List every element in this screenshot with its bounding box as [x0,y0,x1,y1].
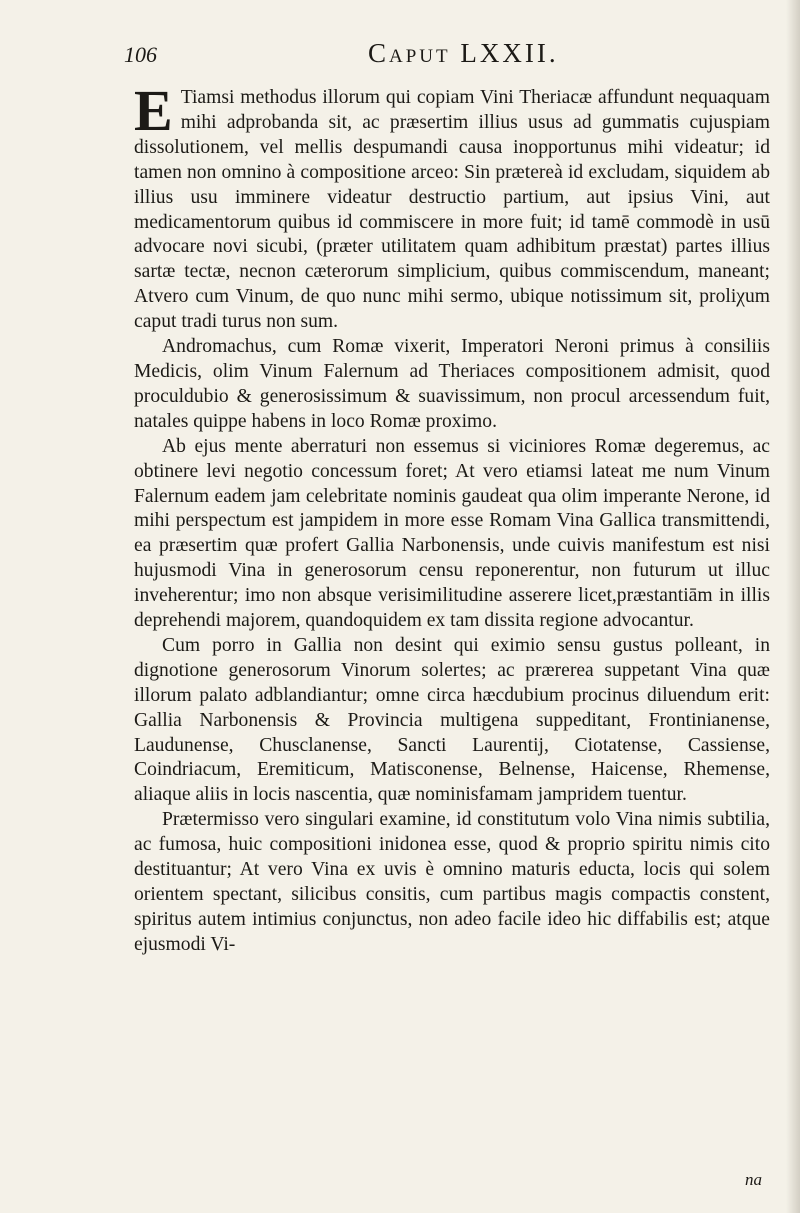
paragraph-5: Prætermisso vero singulari examine, id constitutum volo Vina nimis subtilia, ac fumosa, huic compositioni inidonea esse, quod & proprio spiritu nimis cito destituantur; At vero Vina ex uvis è omnino maturis educta, locis qui solem orientem spectant, silicibus consitis, cum partibus magis compactis constent, spiritus autem intimius conjunctus, non adeo facile ideo hic diffabilis est; atque ejusmodi Vi- [134,809,770,955]
page-edge-shadow [786,0,800,1213]
drop-cap-initial: E [134,78,173,143]
catchword: na [745,1170,762,1189]
paragraph-2: Andromachus, cum Romæ vixerit, Imperatori Neroni primus à consiliis Medicis, olim Vinum Falernum ad Theriaces compositionem admisit, quod proculdubio & generosissimum & suavissimum, non procul arcessendum fuit, natales quippe habens in loco Romæ proximo. [134,336,770,432]
paragraph-1 [134,78,770,335]
paragraph-4: Cum porro in Gallia non desint qui eximio sensu gustus polleant, in dignotione generosorum Vinorum solertes; ac prærerea suppetant Vina quæ illorum palato adblandiantur; omne circa hæcdubium procinus diluendum erit: Gallia Narbonensis & Provincia multigena suppeditant, Frontinianense, Laudunense, Chusclanense, Sancti Laurentij, Ciotatense, Cassiense, Coindriacum, Eremiticum, Matisconense, Belnense, Haicense, Rhemense, aliaque aliis in locis nascentia, quæ nominisfamam jampridem tuentur. [134,634,770,806]
body-text [134,78,770,958]
page-number: 106 [124,42,157,67]
paragraph-3: Ab ejus mente aberraturi non essemus si viciniores Romæ degeremus, ac obtinere levi negotio concessum foret; At vero etiamsi lateat me num Vinum Falernum eadem jam celebritate nominis gaudeat qua olim imperante Nerone, id mihi perspectum est jampidem in more esse Romam Vina Gallica transmittendi, ea præsertim quæ profert Gallia Narbonensis, unde cuivis manifestum est nisi hujusmodi Vina in generosorum censu reponerentur, non futurum ut illuc inveherentur; imo non absque verisimilitudine asserere licet,præstantiām in illis deprehendi majorem, quandoquidem ex tam dissita regione advocantur. [134,435,770,632]
running-head: Caput LXXII. [368,38,559,68]
page-header [0,34,800,74]
paragraph-text: Tiamsi methodus illorum qui copiam Vini Theriacæ affundunt nequaquam mihi adprobanda sit, ac præsertim illius usus ad gummatis cujuspiam dissolutionem, vel mellis despumandi causa inopportunus mihi videatur; id tamen non omnino à compositione arceo: Sin prætereà id excludam, siquidem ab illius usu imminere videatur destructio partium, aut ipsius Vini, aut medicamentorum quibus id commiscere in more fuit; id tamē commodè in usū advocare novi sicubi, (præter utilitatem quam adhibitum præstat) partes illius sartæ tectæ, necnon cæterorum simplicium, quibus commiscendum, maneant; Atvero cum Vinum, de quo nunc mihi sermo, ubique notissimum sit, proliχum caput tradi turus non sum. [134,87,770,333]
